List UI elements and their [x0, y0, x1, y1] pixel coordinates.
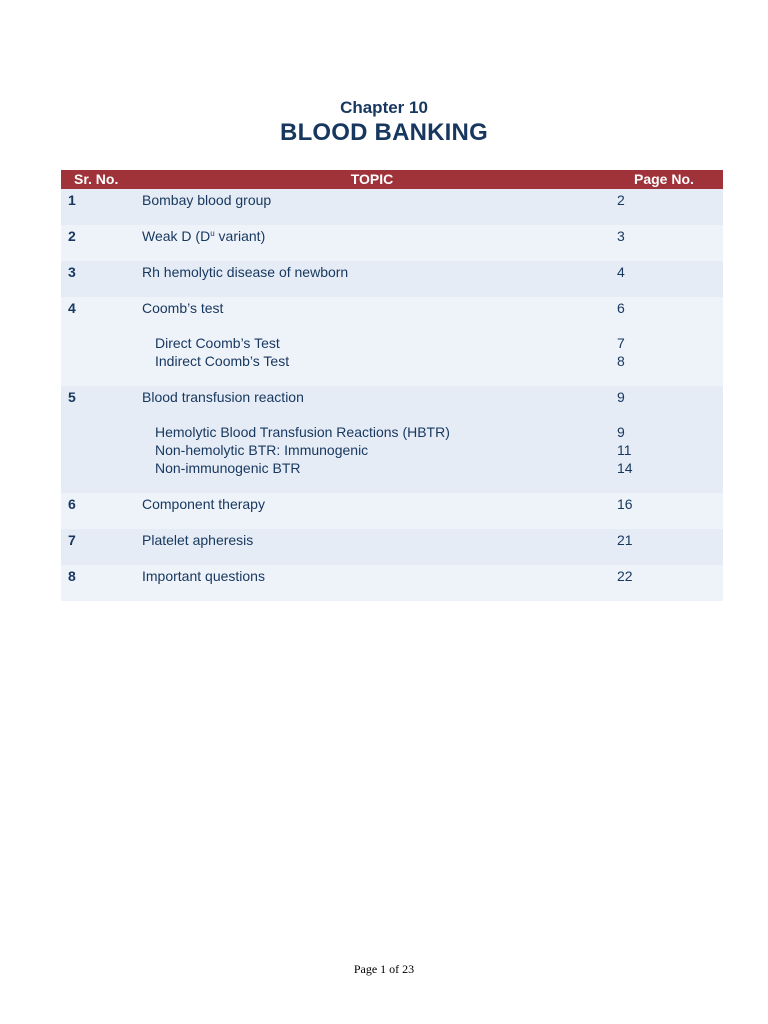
superscript-u: u: [210, 229, 215, 238]
row-page-number: 22: [617, 568, 633, 584]
row-page-number: 6: [617, 300, 625, 316]
sub-topic-page-number: 9: [617, 424, 625, 440]
row-number: 4: [68, 300, 76, 316]
sub-topic-page-number: 7: [617, 335, 625, 351]
table-row[interactable]: [61, 529, 723, 565]
table-row[interactable]: [61, 189, 723, 225]
row-number: 3: [68, 264, 76, 280]
row-page-number: 2: [617, 192, 625, 208]
sub-topic-row[interactable]: [61, 423, 723, 441]
table-row[interactable]: [61, 565, 723, 601]
sub-topic-page-number: 14: [617, 460, 633, 476]
sub-topic-row[interactable]: [61, 352, 723, 370]
row-number: 2: [68, 228, 76, 244]
table-of-contents: [61, 170, 723, 601]
row-topic: Coomb’s test: [142, 300, 224, 316]
row-number: 6: [68, 496, 76, 512]
row-topic-text: Weak D (D: [142, 228, 211, 244]
sub-topic-row[interactable]: [61, 334, 723, 352]
table-row[interactable]: [61, 225, 723, 261]
sub-topic: Non-hemolytic BTR: Immunogenic: [155, 442, 369, 458]
sub-topic-page-number: 8: [617, 353, 625, 369]
row-page-number: 4: [617, 264, 625, 280]
row-number: 7: [68, 532, 76, 548]
row-topic: Important questions: [142, 568, 265, 584]
row-topic: Bombay blood group: [142, 192, 272, 208]
row-number: 1: [68, 192, 76, 208]
row-number: 8: [68, 568, 76, 584]
page-footer: Page 1 of 23: [353, 962, 415, 976]
row-topic: Platelet apheresis: [142, 532, 254, 548]
column-header-sr-no: Sr. No.: [74, 171, 119, 187]
table-row[interactable]: [61, 493, 723, 529]
column-header-page-no: Page No.: [634, 171, 694, 187]
sub-topic-row[interactable]: [61, 441, 723, 459]
chapter-label: Chapter 10: [340, 98, 428, 117]
sub-topic: Non-immunogenic BTR: [155, 460, 301, 476]
row-topic: [142, 227, 265, 245]
row-number: 5: [68, 389, 76, 405]
column-header-topic: TOPIC: [350, 171, 394, 187]
sub-topic: Indirect Coomb’s Test: [155, 353, 290, 369]
sub-topic-row[interactable]: [61, 459, 723, 477]
row-page-number: 9: [617, 389, 625, 405]
sub-topic: Hemolytic Blood Transfusion Reactions (HBTR): [155, 424, 450, 440]
chapter-title: BLOOD BANKING: [280, 119, 488, 146]
row-page-number: 21: [617, 532, 633, 548]
table-header: [61, 170, 723, 189]
row-page-number: 3: [617, 228, 625, 244]
row-topic: Rh hemolytic disease of newborn: [142, 264, 349, 280]
row-topic-text-suffix: variant): [214, 228, 266, 244]
table-row[interactable]: [61, 297, 723, 386]
row-page-number: 16: [617, 496, 633, 512]
sub-topic: Direct Coomb’s Test: [155, 335, 280, 351]
sub-topic-page-number: 11: [617, 442, 632, 458]
row-topic: Component therapy: [142, 496, 265, 512]
row-topic: Blood transfusion reaction: [142, 389, 304, 405]
table-row[interactable]: [61, 386, 723, 493]
table-row[interactable]: [61, 261, 723, 297]
